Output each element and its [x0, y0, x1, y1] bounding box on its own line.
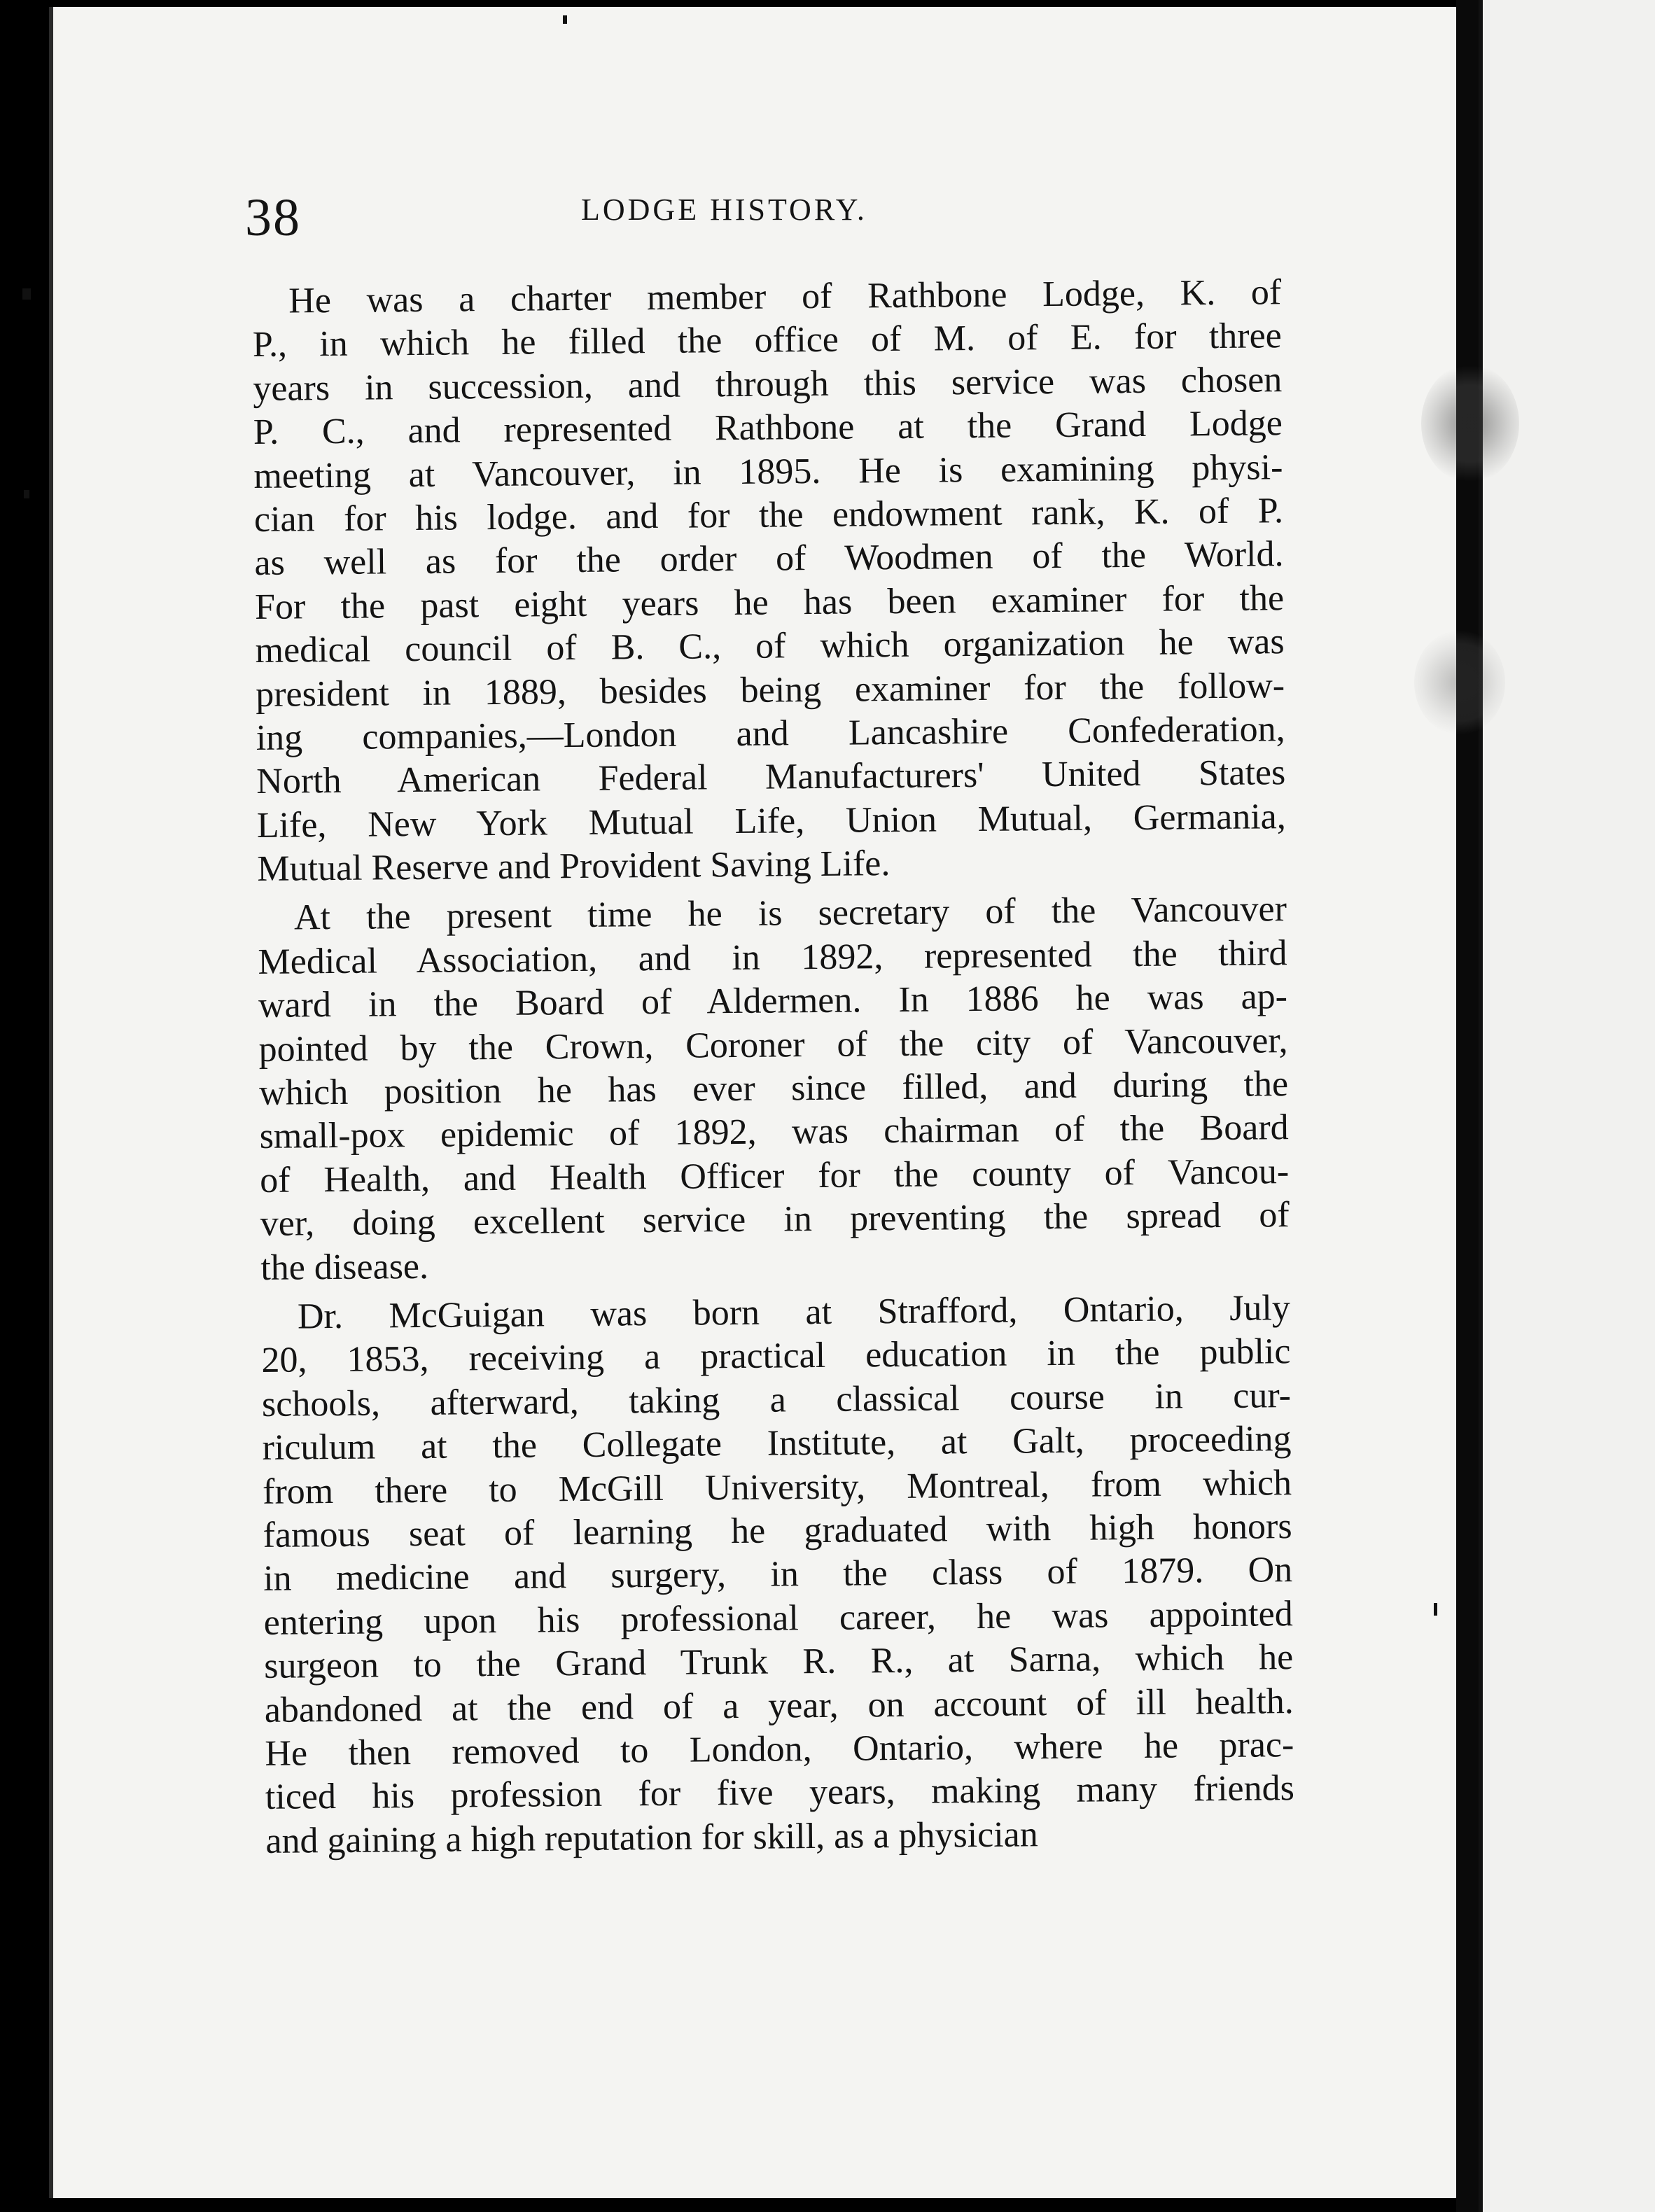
page-header [245, 183, 1330, 247]
text-line: small-pox epidemic of 1892, was chairman of the Board [259, 1107, 1289, 1157]
ink-bleed-spot [1414, 630, 1505, 735]
text-line: pointed by the Crown, Coroner of the city of Vancouver, [258, 1020, 1288, 1070]
text-line: of Health, and Health Officer for the county of Vancou- [259, 1151, 1290, 1200]
text-line: 20, 1853, receiving a practical education in the public [261, 1331, 1291, 1381]
text-line: He then removed to London, Ontario, where he prac- [265, 1724, 1294, 1774]
text-line: abandoned at the end of a year, on account of ill health. [264, 1681, 1294, 1730]
text-line: P. C., and represented Rathbone at the Grand Lodge [253, 403, 1283, 453]
scan-speck [22, 288, 31, 300]
text-line: surgeon to the Grand Trunk R. R., at Sarna, which he [264, 1637, 1294, 1687]
text-line: Life, New York Mutual Life, Union Mutual, Germania, [256, 796, 1286, 846]
text-line: medical council of B. C., of which organization he was [255, 622, 1285, 671]
text-line: riculum at the Collegate Institute, at Galt, proceeding [262, 1419, 1292, 1469]
scan-speck [1434, 1603, 1437, 1616]
text-line: which position he has ever since filled, and during the [258, 1064, 1289, 1113]
scan-speck [24, 490, 29, 498]
right-page-edge [1479, 0, 1655, 2212]
scan-speck [563, 15, 567, 24]
text-line: meeting at Vancouver, in 1895. He is examining physi- [253, 447, 1283, 496]
text-line: He was a charter member of Rathbone Lodge, K. of [288, 272, 1282, 321]
text-line: ver, doing excellent service in preventing the spread of [260, 1195, 1290, 1245]
text-line: ticed his profession for five years, making many friends [265, 1768, 1295, 1818]
text-line: Mutual Reserve and Provident Saving Life. [257, 844, 891, 890]
paragraph [258, 888, 1290, 1290]
text-line: president in 1889, besides being examiner for the follow- [255, 665, 1285, 715]
text-line: in medicine and surgery, in the class of 1879. On [263, 1550, 1293, 1600]
text-line: For the past eight years he has been examiner for the [254, 578, 1285, 627]
body-text [252, 271, 1295, 1863]
text-line: At the present time he is secretary of the Vancouver [293, 889, 1287, 938]
text-line: entering upon his professional career, he was appointed [263, 1593, 1293, 1643]
running-head: LODGE HISTORY. [581, 192, 867, 227]
text-line: and gaining a high reputation for skill, as a physician [265, 1814, 1038, 1861]
paragraph [252, 271, 1287, 891]
book-gutter [1456, 0, 1479, 2212]
text-line: ward in the Board of Aldermen. In 1886 he was ap- [258, 976, 1288, 1026]
text-line: as well as for the order of Woodmen of the World. [254, 534, 1284, 584]
text-line: Dr. McGuigan was born at Strafford, Ontario, July [297, 1288, 1291, 1337]
ink-bleed-spot [1421, 364, 1519, 483]
text-line: ing companies,—London and Lancashire Confederation, [256, 709, 1285, 758]
text-line: the disease. [260, 1246, 429, 1288]
text-line: North American Federal Manufacturers' United States [256, 752, 1286, 802]
text-line: years in succession, and through this service was chosen [253, 359, 1283, 409]
page-number: 38 [245, 188, 301, 247]
text-line: famous seat of learning he graduated with high honors [263, 1506, 1292, 1555]
text-line: cian for his lodge. and for the endowment rank, K. of P. [253, 491, 1284, 540]
text-line: from there to McGill University, Montreal, from which [262, 1462, 1292, 1512]
text-line: schools, afterward, taking a classical course in cur- [261, 1375, 1292, 1424]
text-line: P., in which he filled the office of M. of E. for three [252, 316, 1283, 365]
paragraph [261, 1287, 1295, 1863]
text-line: Medical Association, and in 1892, represented the third [258, 932, 1287, 982]
